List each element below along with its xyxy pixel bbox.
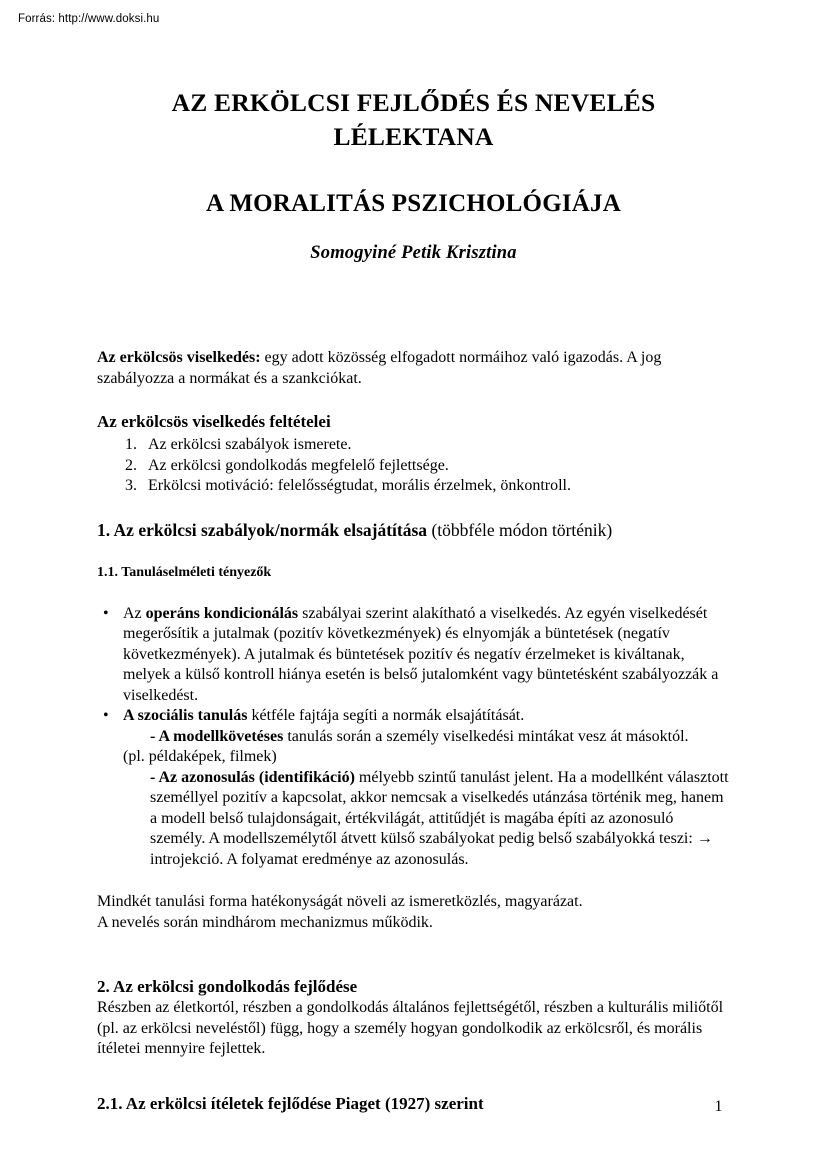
spacer [97, 1060, 730, 1093]
section-1-heading-note: (többféle módon történik) [431, 519, 613, 540]
list-item-label: Erkölcsi motiváció: felelősségtudat, morális érzelmek, önkontroll. [148, 477, 571, 494]
spacer [97, 870, 730, 892]
page-title: AZ ERKÖLCSI FEJLŐDÉS ÉS NEVELÉS LÉLEKTANA [171, 88, 656, 151]
spacer [97, 582, 730, 604]
bullet-icon: • [103, 604, 109, 622]
list-item [97, 435, 730, 456]
bullet-2-sub-b-rest: mélyebb szintű tanulást jelent. Ha a modellként választott személlyel pozitív a kapcsolat, akkor nemcsak a viselkedés utánzása történik meg, hanem a modell belső tulajdonságait, értékvilágát, attitűdjét is magába építi az azonosuló személy. A modellszemélytől átvett külső szabályokat pedig belső szabályokká teszi: → introjekció. A folyamat eredménye az azonosulás. [150, 768, 729, 868]
bullet-icon: • [103, 707, 109, 724]
section-1-heading [97, 519, 730, 541]
list-item-label: Az erkölcsi szabályok ismerete. [148, 436, 352, 453]
section-1-closing-line-2: A nevelés során mindhárom mechanizmus működik. [97, 913, 433, 931]
list-item [97, 604, 730, 707]
bullet-2-sub-b-term: - Az azonosulás (identifikáció) [150, 768, 355, 786]
spacer [97, 389, 730, 411]
page-number-value: 1 [714, 1098, 723, 1115]
list-item [97, 476, 730, 497]
bullet-1-post: szabályai szerint alakítható a viselkedés. Az egyén viselkedését megerősítik a jutalmak (pozitív következmények) és elnyomják a büntetések (negatív következmények). A jutalmak és büntetések pozitív és negatív érzelmeket is kiváltanak, melyek a külső kontroll hiánya esetén is belső jutalomként vagy büntetésként szabályozzák a viselkedést. [123, 604, 719, 704]
list-item-number: 2. [125, 456, 137, 474]
conditions-list [97, 435, 730, 497]
document-content [97, 86, 730, 1115]
list-item-number: 3. [125, 477, 137, 494]
bullet-1-term: operáns kondicionálás [145, 604, 299, 622]
bullet-1-pre: Az [123, 604, 146, 622]
conditions-heading: Az erkölcsös viselkedés feltételei [97, 412, 331, 431]
section-2-1-subheading: 2.1. Az erkölcsi ítéletek fejlődése Piaget (1927) szerint [97, 1093, 484, 1113]
spacer [97, 497, 730, 519]
document-body [97, 348, 730, 1115]
spacer [97, 933, 730, 976]
intro-lead-rest: egy adott közösség elfogadott normáihoz való igazodás. A jog szabályozza a normákat és a szankciókat. [97, 349, 662, 387]
list-item-number: 1. [125, 436, 137, 453]
list-item-label: Az erkölcsi gondolkodás megfelelő fejlettsége. [148, 456, 449, 474]
intro-lead-term: Az erkölcsös viselkedés: [97, 349, 261, 366]
section-2-paragraph: Részben az életkortól, részben a gondolkodás általános fejlettségétől, részben a kulturális miliőtől (pl. az erkölcsi neveléstől) függ, hogy a személy hogyan gondolkodik az erkölcsről, és morális ítéletei mennyire fejlettek. [97, 999, 724, 1057]
learning-theory-bullets [97, 604, 730, 871]
bullet-2-term: A szociális tanulás [123, 707, 248, 724]
bullet-2-sub-b [123, 768, 730, 871]
bullet-2-sub-a-term: - A modellkövetéses [150, 727, 284, 745]
bullet-2-sub-a [123, 727, 730, 748]
list-item [97, 706, 730, 870]
section-1-closing-line-1: Mindkét tanulási forma hatékonyságát növeli az ismeretközlés, magyarázat. [97, 893, 583, 910]
intro-paragraph [97, 348, 730, 389]
page-number-footer [0, 1097, 827, 1117]
list-item [97, 456, 730, 477]
page-subtitle: A MORALITÁS PSZICHOLÓGIÁJA [206, 190, 621, 217]
bullet-2-sub-a-rest: tanulás során a személy viselkedési mintákat vesz át másoktól. [283, 727, 689, 745]
section-1-heading-bold: 1. Az erkölcsi szabályok/normák elsajátítása [97, 519, 432, 540]
section-1-1-subheading: 1.1. Tanuláselméleti tényezők [97, 564, 272, 580]
author-name: Somogyiné Petik Krisztina [310, 243, 517, 263]
bullet-2-sub-a-note: (pl. példaképek, filmek) [123, 748, 277, 765]
section-2-heading: 2. Az erkölcsi gondolkodás fejlődése [97, 977, 358, 996]
spacer [97, 541, 730, 563]
source-watermark: Forrás: http://www.doksi.hu [18, 13, 160, 25]
bullet-2-post: kétféle fajtája segíti a normák elsajátítását. [247, 707, 525, 724]
